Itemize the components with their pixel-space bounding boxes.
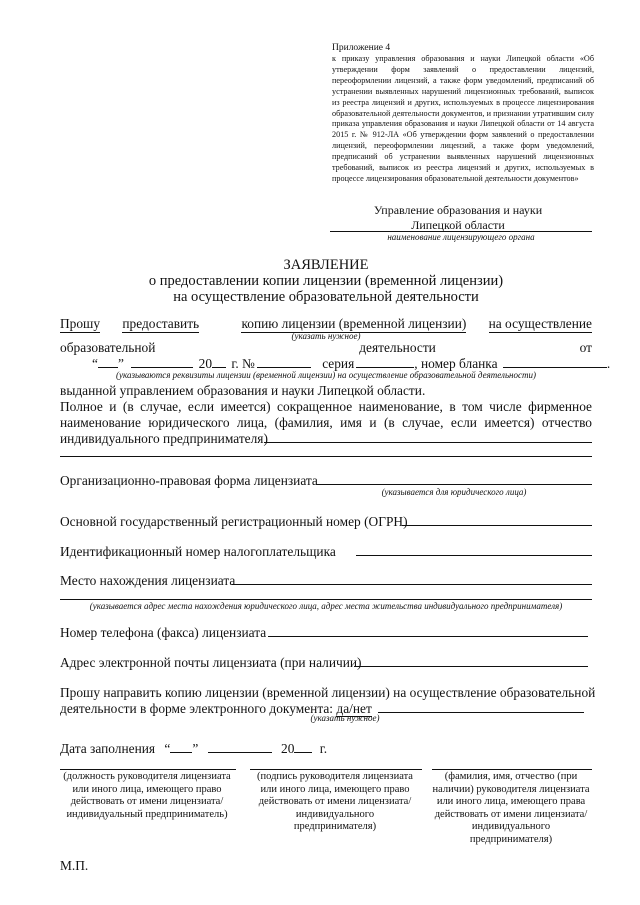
electronic-line-2: деятельности в форме электронного документа: да/нет [60, 701, 372, 716]
email-field[interactable] [354, 666, 588, 667]
request-caption-1: (указать нужное) [291, 331, 361, 341]
license-number-field[interactable] [257, 355, 311, 368]
signature-caption-signature: (подпись руководителя лицензиата или иного лица, имеющего право действовать от имени лицензиата/ индивидуального предпринимателя) [257, 771, 413, 832]
issued-by: выданной управлением образования и науки Липецкой области. [60, 383, 426, 398]
day-field[interactable] [98, 355, 118, 368]
document-title: ЗАЯВЛЕНИЕ [283, 257, 369, 273]
signature-line-2[interactable] [250, 769, 422, 770]
request-caption-2: (указываются реквизиты лицензии (временной лицензии) на осуществление образовательной деятельности) [115, 370, 537, 380]
date-month-field[interactable] [208, 740, 272, 753]
address-field-1[interactable] [232, 584, 592, 585]
document-subtitle-1: о предоставлении копии лицензии (временной лицензии) [148, 273, 504, 289]
electronic-caption: (указать нужное) [310, 713, 380, 723]
series-field[interactable] [356, 355, 414, 368]
inn-label: Идентификационный номер налогоплательщика [60, 544, 336, 559]
signature-line-3[interactable] [432, 769, 592, 770]
electronic-yesno[interactable]: да/нет [336, 701, 372, 716]
address-field-2[interactable] [60, 599, 592, 600]
signature-caption-fullname: (фамилия, имя, отчество (при наличии) руководителя лицензиата или иного лица, имеющего права действовать от имени лицензиата/ индивидуального предпринимателя) [432, 771, 590, 845]
document-subtitle-2: на осуществление образовательной деятельности [173, 289, 479, 305]
month-field[interactable] [131, 355, 193, 368]
signature-caption-position: (должность руководителя лицензиата или иного лица, имеющего право действовать от имени лицензиата/ индивидуальный предприниматель) [63, 771, 231, 820]
date-day-field[interactable] [170, 740, 192, 753]
inn-field[interactable] [356, 555, 592, 556]
opf-caption: (указывается для юридического лица) [381, 487, 527, 497]
appendix-text: к приказу управления образования и науки Липецкой области «Об утверждении форм заявлений о предоставлении лицензий, переоформлении лицензий, а также форм уведомлений, предписаний об устранении выявленных нарушений лицензионных требований, выписок из реестра лицензий и других, используемых в процессе лицензирования образовательной деятельности документов, и признании утратившим силу приказа управления образования и науки Липецкой области от 14 августа 2015 г. № 912-ЛА «Об утверждении форм заявлений о предоставлении лицензий, переоформлении лицензий, а также форм уведомлений, предписаний об устранении выявленных нарушений лицензионных требований, выписок из реестра лицензий и других, используемых в процессе лицензирования образовательной деятельности документов» [332, 54, 594, 183]
name-label-line-1: Полное и (в случае, если имеется) сокращенное наименование, в том числе фирменное [60, 399, 592, 414]
name-field-1[interactable] [264, 442, 592, 443]
phone-field[interactable] [268, 636, 588, 637]
stamp-place: М.П. [60, 858, 89, 873]
appendix-title: Приложение 4 [332, 43, 391, 53]
date-year-field[interactable] [294, 740, 312, 753]
request-line-3: “ ” 20 г. № серия , номер бланка . [92, 356, 611, 371]
ogrn-field[interactable] [402, 525, 592, 526]
authority-name [348, 203, 568, 233]
request-line-2: образовательной деятельности от [60, 340, 592, 355]
name-label-line-3: индивидуального предпринимателя) [60, 431, 268, 446]
address-caption: (указывается адрес места нахождения юридического лица, адрес места жительства индивидуального предпринимателя) [89, 601, 563, 611]
blank-number-field[interactable] [503, 355, 607, 368]
electronic-line-1: Прошу направить копию лицензии (временной лицензии) на осуществление образовательной [60, 685, 596, 700]
name-field-2[interactable] [60, 456, 592, 457]
year-field[interactable] [212, 355, 226, 368]
opf-field[interactable] [316, 484, 592, 485]
authority-line-2: Липецкой области [411, 218, 505, 232]
email-label: Адрес электронной почты лицензиата (при наличии) [60, 655, 362, 670]
authority-line-1: Управление образования и науки [373, 203, 543, 217]
name-label-line-2: наименование юридического лица, (фамилия, имя и (в случае, если имеется) отчество [60, 415, 592, 430]
phone-label: Номер телефона (факса) лицензиата [60, 625, 267, 640]
date-line: Дата заполнения “ ” 20 г. [60, 741, 328, 756]
signature-line-1[interactable] [60, 769, 236, 770]
request-line-1: Прошу предоставить копию лицензии (временной лицензии) на осуществление [60, 316, 592, 331]
authority-caption: наименование лицензирующего органа [387, 232, 535, 242]
ogrn-label: Основной государственный регистрационный номер (ОГРН) [60, 514, 408, 529]
address-label: Место нахождения лицензиата [60, 573, 236, 588]
opf-label: Организационно-правовая форма лицензиата [60, 473, 318, 488]
